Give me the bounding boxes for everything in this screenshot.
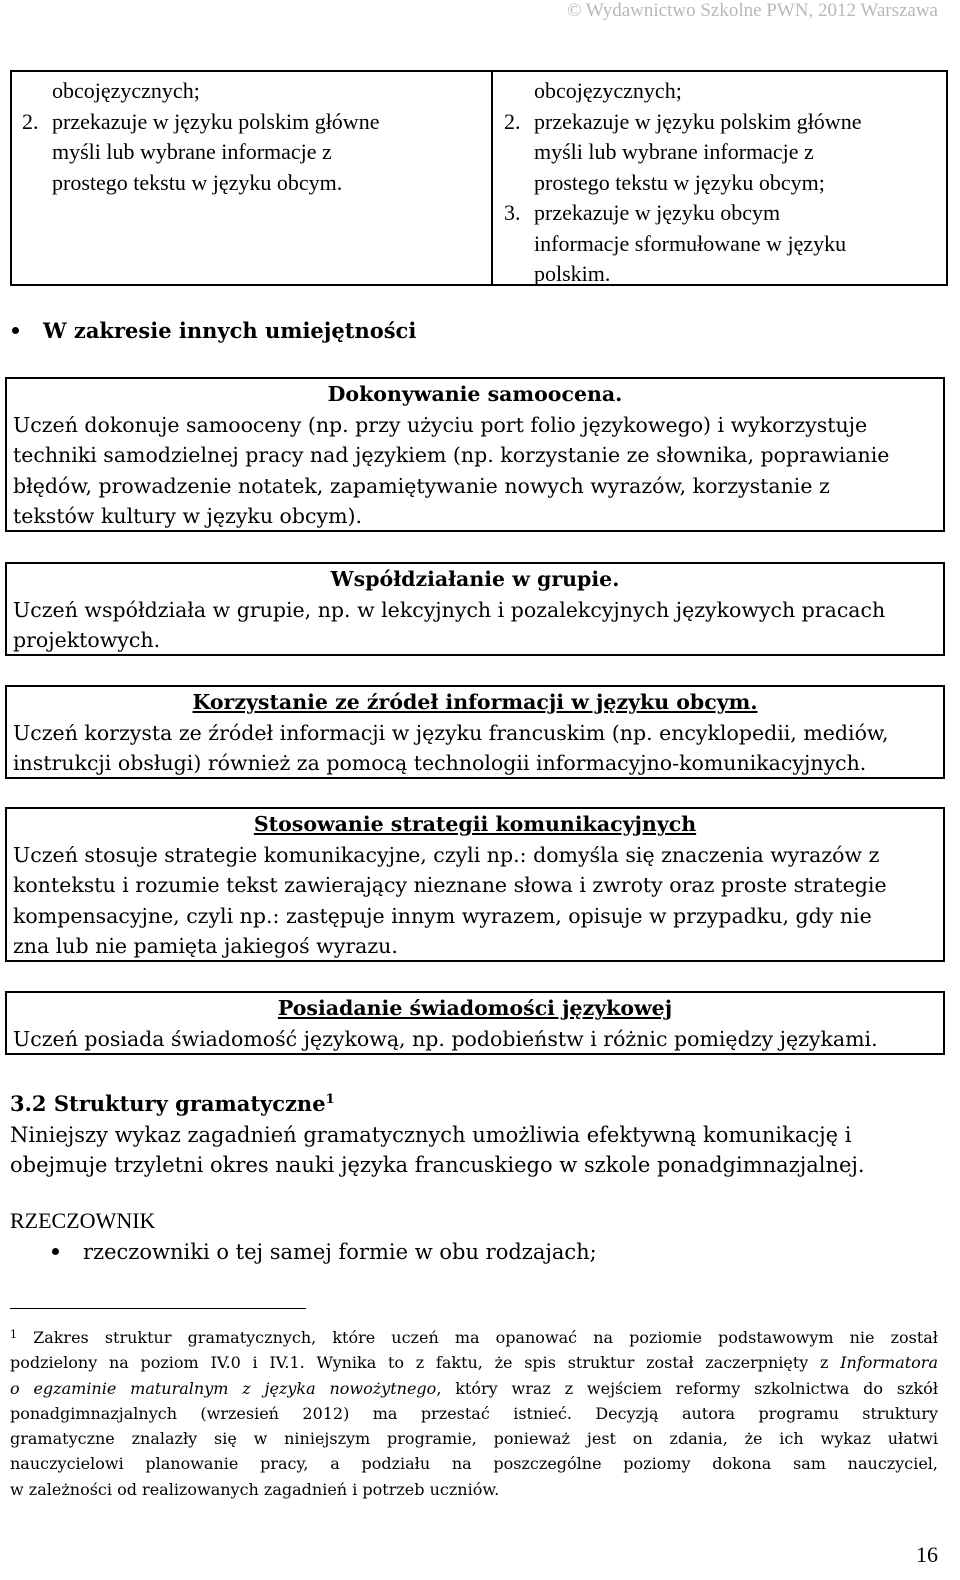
footnote-line-1: [10, 1322, 938, 1350]
other-skills-heading: [12, 318, 416, 343]
group-work-title: Współdziałanie w grupie.: [330, 567, 620, 591]
bullet-icon: [12, 327, 19, 334]
right-item-3-line-3: polskim.: [534, 261, 611, 286]
footnote-text-1: Zakres struktur gramatycznych, które uczeń ma opanować na poziomie podstawowym nie został: [33, 1328, 938, 1347]
page-number: 16: [916, 1542, 938, 1567]
footnote-line-4: ponadgimnazjalnych (wrzesień 2012) ma przestać istnieć. Decyzją autora programu struktury: [10, 1403, 938, 1423]
sources-line-1: Uczeń korzysta ze źródeł informacji w języku francuskim (np. encyklopedii, mediów,: [13, 720, 889, 745]
strategies-title: Stosowanie strategii komunikacyjnych: [253, 812, 697, 836]
right-line-1: obcojęzycznych;: [534, 78, 682, 103]
footnote-line-6: nauczycielowi planowanie pracy, a podziału na poszczególne poziomy dokona sam nauczyciel,: [10, 1454, 938, 1474]
copyright-header: © Wydawnictwo Szkolne PWN, 2012 Warszawa: [567, 0, 938, 21]
left-line-1: obcojęzycznych;: [52, 78, 200, 103]
self-assessment-title: Dokonywanie samoocena.: [327, 382, 623, 406]
bullet-icon: [52, 1248, 59, 1255]
footnote: [10, 1322, 938, 1502]
table-right-column: [504, 76, 944, 290]
section-32-line-2: obejmuje trzyletni okres nauki języka francuskiego w szkole ponadgimnazjalnej.: [10, 1153, 865, 1177]
awareness-line-1: Uczeń posiada świadomość językową, np. podobieństw i różnic pomiędzy językami.: [13, 1026, 878, 1051]
group-work-line-1: Uczeń współdziała w grupie, np. w lekcyjnych i pozalekcyjnych językowych pracach: [13, 597, 886, 622]
right-item-3-num: 3.: [504, 200, 521, 225]
footnote-separator: [10, 1308, 306, 1309]
right-item-2-line-2: myśli lub wybrane informacje z: [534, 139, 814, 164]
other-skills-heading-text: W zakresie innych umiejętności: [43, 318, 417, 343]
footnote-line-3: [10, 1376, 938, 1401]
right-item-2: [504, 107, 944, 138]
footnote-mark: 1: [10, 1328, 17, 1341]
group-work-box: [5, 562, 945, 656]
section-32-heading-text: 3.2 Struktury gramatyczne: [10, 1091, 326, 1116]
table-divider: [491, 72, 493, 284]
noun-heading: RZECZOWNIK: [10, 1208, 156, 1233]
sources-line-2: instrukcji obsługi) również za pomocą technologii informacyjno-komunikacyjnych.: [13, 751, 867, 775]
section-32-heading: [10, 1085, 865, 1120]
right-item-3: [504, 198, 944, 229]
self-assessment-box: [5, 377, 945, 532]
footnote-line-2: [10, 1350, 938, 1375]
footnote-text-2-italic: Informatora: [840, 1353, 938, 1373]
footnote-line-5: gramatyczne znalazły się w niniejszym programie, ponieważ jest on zdania, że ich wykaz ułatwi: [10, 1429, 938, 1449]
sources-title: Korzystanie ze źródeł informacji w języku obcym.: [192, 690, 758, 714]
section-32-line-1: Niniejszy wykaz zagadnień gramatycznych umożliwia efektywną komunikację i: [10, 1122, 852, 1147]
strategies-line-3: kompensacyjne, czyli np.: zastępuje innym wyrazem, opisuje w przypadku, gdy nie: [13, 903, 872, 928]
footnote-line-7: w zależności od realizowanych zagadnień i potrzeb uczniów.: [10, 1479, 500, 1499]
top-table: [10, 70, 948, 286]
footnote-text-3: , który wraz z wejściem reformy szkolnictwa do szkół: [436, 1378, 939, 1398]
self-assessment-line-2: techniki samodzielnej pracy nad językiem (np. korzystanie ze słownika, poprawianie: [13, 443, 890, 467]
noun-item-text: rzeczowniki o tej samej formie w obu rodzajach;: [83, 1240, 597, 1264]
self-assessment-line-4: tekstów kultury w języku obcym).: [13, 504, 363, 528]
left-item-2-line-1: przekazuje w języku polskim główne: [52, 108, 380, 134]
noun-item: [52, 1240, 597, 1264]
right-item-3-line-1: przekazuje w języku obcym: [534, 200, 781, 225]
group-work-line-2: projektowych.: [13, 628, 161, 652]
strategies-line-1: Uczeń stosuje strategie komunikacyjne, czyli np.: domyśla się znaczenia wyrazów z: [13, 842, 880, 867]
table-left-column: [22, 76, 482, 198]
strategies-line-2: kontekstu i rozumie tekst zawierający nieznane słowa i zwroty oraz proste strategie: [13, 873, 887, 897]
self-assessment-line-3: błędów, prowadzenie notatek, zapamiętywanie nowych wyrazów, korzystanie z: [13, 473, 830, 498]
footnote-ref: 1: [325, 1092, 335, 1107]
self-assessment-line-1: Uczeń dokonuje samooceny (np. przy użyciu port folio językowego) i wykorzystuje: [13, 412, 868, 437]
right-item-3-line-2: informacje sformułowane w języku: [534, 230, 847, 256]
left-item-2-line-2: myśli lub wybrane informacje z: [52, 139, 332, 164]
sources-box: [5, 685, 945, 779]
strategies-box: [5, 807, 945, 962]
left-item-2: [22, 107, 482, 138]
left-item-2-line-3: prostego tekstu w języku obcym.: [52, 169, 343, 195]
awareness-title: Posiadanie świadomości językowej: [277, 996, 673, 1020]
left-item-2-num: 2.: [22, 108, 39, 134]
awareness-box: [5, 991, 945, 1055]
footnote-text-2: podzielony na poziom IV.0 i IV.1. Wynika to z faktu, że spis struktur został zaczerpnięty z: [10, 1353, 829, 1373]
right-item-2-num: 2.: [504, 108, 521, 134]
footnote-text-3-italic: o egzaminie maturalnym z języka nowożytnego: [10, 1378, 437, 1398]
right-item-2-line-1: przekazuje w języku polskim główne: [534, 108, 862, 134]
strategies-line-4: zna lub nie pamięta jakiegoś wyrazu.: [13, 934, 398, 958]
section-32: [10, 1085, 865, 1181]
right-item-2-line-3: prostego tekstu w języku obcym;: [534, 169, 825, 195]
